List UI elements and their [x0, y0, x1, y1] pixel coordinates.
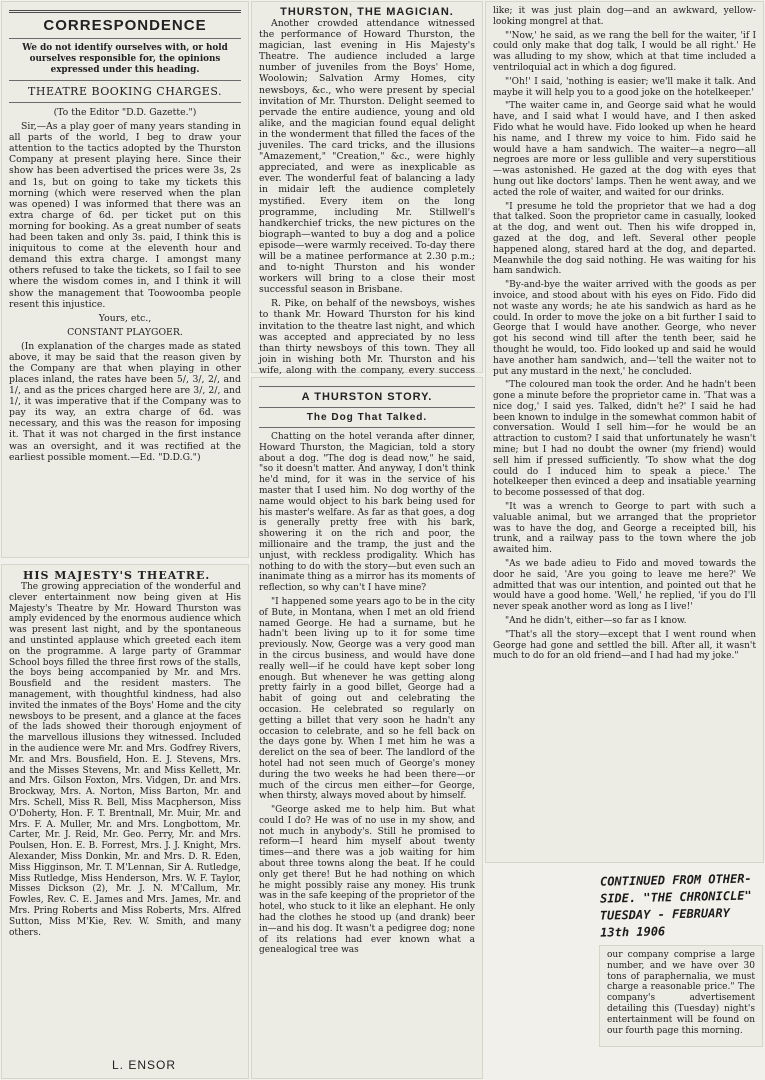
story-paragraph: "By-and-bye the waiter arrived with the goods as per invoice, and stood about with his eyes on Fido. Fido did not waste any words; he ate his sandwich as hard as he could. In order to move the joke on a bit further I said to George that I would have another. George, who never got his second wind till after the tenth beer, said he thought he would, too. Fido looked up and said he would have another ham sandwich, and—'tell the waiter not to put any mustard in the next,' he concluded.: [493, 280, 756, 377]
story-clipping: [252, 378, 482, 1078]
letter-body: Sir,—As a play goer of many years standing in all parts of the world, I beg to draw your attention to the tactics adopted by the Thurston Company at present playing here. Since their show has been advertised the prices were 3s, 2s and 1s, but on going to take my tickets this morning (which were reserved when the plan was opened) I was informed that there was an extra charge of 6d. per ticket put on this morning for booking. As a great number of seats had been taken and only 3s. paid, I think this is iniquitous to come at the eleventh hour and demand this extra charge. I amongst many others refused to take the tickets, so I fail to see where the wisdom comes in, and I think it will show the management that Toowoomba people resent this injustice.: [9, 121, 241, 310]
handwritten-note: [600, 872, 760, 940]
story-paragraph: "The waiter came in, and George said what he would have, and I said what I would have, and I then asked Fido what he would have. Fido looked up when he heard his name, and I threw my voice to him. Fido said he would have a ham sandwich. The waiter—a negro—all negroes are more or less gullible and very superstitious—was astonished. He gazed at the dog with eyes that hung out like doctors' lamps. Then he went away, and we acted the role of waiter, and waited for our drinks.: [493, 101, 756, 198]
story-paragraph: "I presume he told the proprietor that we had a dog that talked. Soon the proprietor came in casually, looked at the dog, and went out. Then his wife dropped in, gazed at the dog, and left. Several other people happened along, stared hard at the dog, and departed. Meanwhile the dog said nothing. He was waiting for his ham sandwich.: [493, 201, 756, 277]
divider: [9, 102, 241, 103]
letter-salutation: (To the Editor "D.D. Gazette."): [53, 107, 197, 118]
disclaimer: We do not identify ourselves with, or hold ourselves responsible for, the opinions expressed under this heading.: [22, 43, 228, 75]
handwritten-line: CONTINUED FROM OTHER-: [599, 871, 752, 889]
divider: [9, 80, 241, 81]
divider: [259, 427, 475, 428]
story-paragraph: "'Oh!' I said, 'nothing is easier; we'll make it talk. And maybe it will help you to a good joke on the hotelkeeper.': [493, 76, 756, 98]
section-title: CORRESPONDENCE: [43, 17, 207, 34]
handwritten-line: SIDE. "THE CHRONICLE": [599, 888, 752, 906]
letter-heading: THEATRE BOOKING CHARGES.: [28, 85, 222, 98]
story-paragraph: "I happened some years ago to be in the city of Bute, in Montana, when I met an old friend named George. He had a surname, but he hadn't been living up to it for some time previously. Now, George was a very good man in the circus business, and would have done really well—if he could have kept sober long enough. But whenever he was getting along pretty fairly in a good billet, George had a habit of going out and celebrating the occasion. He celebrated so regularly on getting a billet that very soon he hadn't any occasion to celebrate, and so he fell back on the days gone by. When I met him he was a derelict on the sea of beer. The landlord of the hotel had not seen much of George's money during the two weeks he had been there—or much of the circus men either—for George, when thirsty, always moved about by himself.: [259, 596, 475, 802]
story-paragraph: "And he didn't, either—so far as I know.: [505, 616, 687, 627]
tail-text: our company comprise a large number, and we have over 30 tons of paraphernalia, we must charge a reasonable price." The company's advertisement detailing this (Tuesday) night's entertainment will be found on our fourth page this morning.: [607, 950, 755, 1036]
story-paragraph: Chatting on the hotel veranda after dinner, Howard Thurston, the Magician, told a story about a dog. "The dog is dead now," he said, "so it doesn't matter. And anyway, I don't think he'd mind, for it was in the service of his master that I used him. No dog worthy of the name would object to his bark being used for his master's welfare. As far as that goes, a dog is generally pretty free with his bark, showering it on the rich and poor, the millionaire and the tramp, the just and the unjust, with reckless prodigality. Which has nothing to do with the story—but even such an inanimate thing as a mirror has its moments of reflection, so why can't I have mine?: [259, 432, 475, 594]
theatre-heading: HIS MAJESTY'S THEATRE.: [23, 569, 211, 582]
correspondence-clipping: [2, 2, 248, 557]
story-paragraph: "'Now,' he said, as we rang the bell for the waiter, 'if I could only make that dog talk, I would be all right.' He was alluding to my show, which at that time included a ventriloquial act in which a dog figured.: [493, 30, 756, 73]
story-paragraph: "It was a wrench to George to part with such a valuable animal, but we arranged that the proprietor was to have the dog, and George a receipted bill, his trunk, and a railway pass to the town where the job awaited him.: [493, 502, 756, 556]
footer-name: L. ENSOR: [112, 1058, 177, 1072]
story-paragraph: like; it was just plain dog—and an awkward, yellow-looking mongrel at that.: [493, 6, 756, 27]
thurston-heading: THURSTON, THE MAGICIAN.: [280, 6, 454, 18]
handwritten-line: TUESDAY - FEBRUARY 13th 1906: [599, 905, 730, 940]
letter-closing: Yours, etc.,: [98, 312, 152, 324]
story-heading: A THURSTON STORY.: [301, 391, 433, 403]
divider: [9, 38, 241, 39]
divider: [259, 407, 475, 408]
theatre-body: The growing appreciation of the wonderful and clever entertainment now being given at His Majesty's Theatre by Mr. Howard Thurston was amply evidenced by the enormous audience which was present last night, and by the spontaneous and unstinted applause which greeted each item on the programme. A large party of Grammar School boys filled the three first rows of the stalls, the boys being accompanied by Mr. and Mrs. Bousfield and the resident masters. The management, with thoughtful kindness, had also invited the inmates of the Boys' Home and the city newsboys to be present, and a glance at the faces of the lads showed their thorough enjoyment of the marvellous illusions they witnessed. Included in the audience were Mr. and Mrs. Godfrey Rivers, Mr. and Mrs. Bousfield, Hon. E. J. Stevens, Mrs. and the Misses Stevens, Mr. and Miss Kellett, Mr. and Mrs. Gilson Foxton, Mrs. Vidgen, Dr. and Mrs. Brockway, Mrs. A. Norton, Miss Barton, Mr. and Mrs. Schell, Miss R. Bell, Miss Macpherson, Miss O'Doherty, Hon. F. T. Brentnall, Mr. Muir, Mr. and Mrs. F. A. Muller, Mr. and Mrs. Longbottom, Mr. Carter, Mr. J. Reid, Mr. Geo. Perry, Mr. and Mrs. Poulsen, Hon. E. B. Forrest, Mrs. J. J. Knight, Mrs. Alexander, Miss Donkin, Mr. and Mrs. D. R. Eden, Miss Higginson, Mr. T. M'Lennan, Sir A. Rutledge, Miss Rutledge, Miss Henderson, Mrs. W. F. Taylor, Misses Dickson (2), Mr. J. N. M'Callum, Mr. Fowles, Rev. C. E. James and Mrs. James, Mr. and Mrs. Pring Roberts and Miss Roberts, Mrs. Alfred Sutton, Miss M'Kie, Rev. W. Smith, and many others.: [9, 582, 241, 938]
editor-note: (In explanation of the charges made as stated above, it may be said that the reason given by the Company are that when playing in other places inland, the rates have been 5/, 3/, 2/, and 1/, and as the prices charged here are 3/, 2/, and 1/, it was imperative that if the Company was to pay its way, an extra charge of 6d. was necessary, and this was the reason for imposing it. That it was not charged in the first instance was an oversight, and it was rectified at the earliest possible moment.—Ed. "D.D.G."): [9, 340, 241, 463]
divider: [259, 386, 475, 387]
divider: [9, 10, 241, 13]
story-continuation-clipping: [486, 2, 763, 862]
thurston-paragraph: R. Pike, on behalf of the newsboys, wishes to thank Mr. Howard Thurston for his kind invitation to the theatre last night, and which was accepted and appreciated by no less than thirty newsboys of this town. They all join in wishing both Mr. Thurston and his wife, along with the company, every success: [259, 298, 475, 376]
story-paragraph: "George asked me to help him. But what could I do? He was of no use in my show, and not much in anybody's. Still he promised to reform—I heard him myself about twenty times—and there was a job waiting for him about three towns along the beat. If he could only get there! But he had nothing on which he might possibly raise any money. His trunk was in the safe keeping of the proprietor of the hotel, who stuck to it like an elephant. He only had the clothes he stood up (and drank) beer in—and his dog. It wasn't a pedigree dog; none of its relations had ever known what a genealogical tree was: [259, 805, 475, 956]
story-paragraph: "As we bade adieu to Fido and moved towards the door he said, 'Are you going to leave me here?' We admitted that was our intention, and pointed out that he would have a good home. 'Well,' he replied, 'if you do I'll never speak another word as long as I live!': [493, 559, 756, 613]
story-paragraph: "That's all the story—except that I went round when George had gone and settled the bill. After all, it wasn't much to do for an old friend—and I had had my joke.": [493, 629, 756, 662]
story-subheading: The Dog That Talked.: [306, 412, 428, 423]
his-majestys-clipping: [2, 565, 248, 1078]
story-paragraph: "The coloured man took the order. And he hadn't been gone a minute before the proprietor came in. 'That was a nice dog,' I said yes. Talked, didn't he?' I said he had been known to indulge in the somewhat common habit of conversation. Would I sell him—for he would be an attraction to custom? I said that unfortunately he wasn't mine; but I had no doubt the owner (my friend) would sell him if pressed sufficiently. 'To show what the dog could do I induced him to speak a piece.' The hotelkeeper then evinced a deep and insatiable yearning to become possessed of that dog.: [493, 380, 756, 499]
letter-signature: CONSTANT PLAYGOER.: [67, 326, 183, 338]
thurston-clipping: [252, 2, 482, 376]
tail-clipping: [600, 946, 762, 1046]
thurston-paragraph: Another crowded attendance witnessed the performance of Howard Thurston, the magician, last evening in His Majesty's Theatre. The audience included a large number of juveniles from the Boys' Home, Woolowin; Salvation Army Homes, city newsboys, &c., who were present by special invitation of Mr. Thurston. Delight seemed to pervade the entire audience, young and old alike, and the magician found equal delight in the wonderment that filled the faces of the juveniles. The card tricks, and the illusions "Amazement," "Creation," &c., were highly appreciated, and were as inexplicable as ever. The wonderful feat of balancing a lady in midair left the audience completely mystified. Every item on the long programme, including Mr. Stillwell's handkerchief tricks, the new pictures on the biograph—wanted to buy a dog and a police episode—were warmly received. To-day there will be a matinee performance at 2.30 p.m.; and to-night Thurston and his wonder workers will bring to a close their most successful season in Brisbane.: [259, 18, 475, 296]
